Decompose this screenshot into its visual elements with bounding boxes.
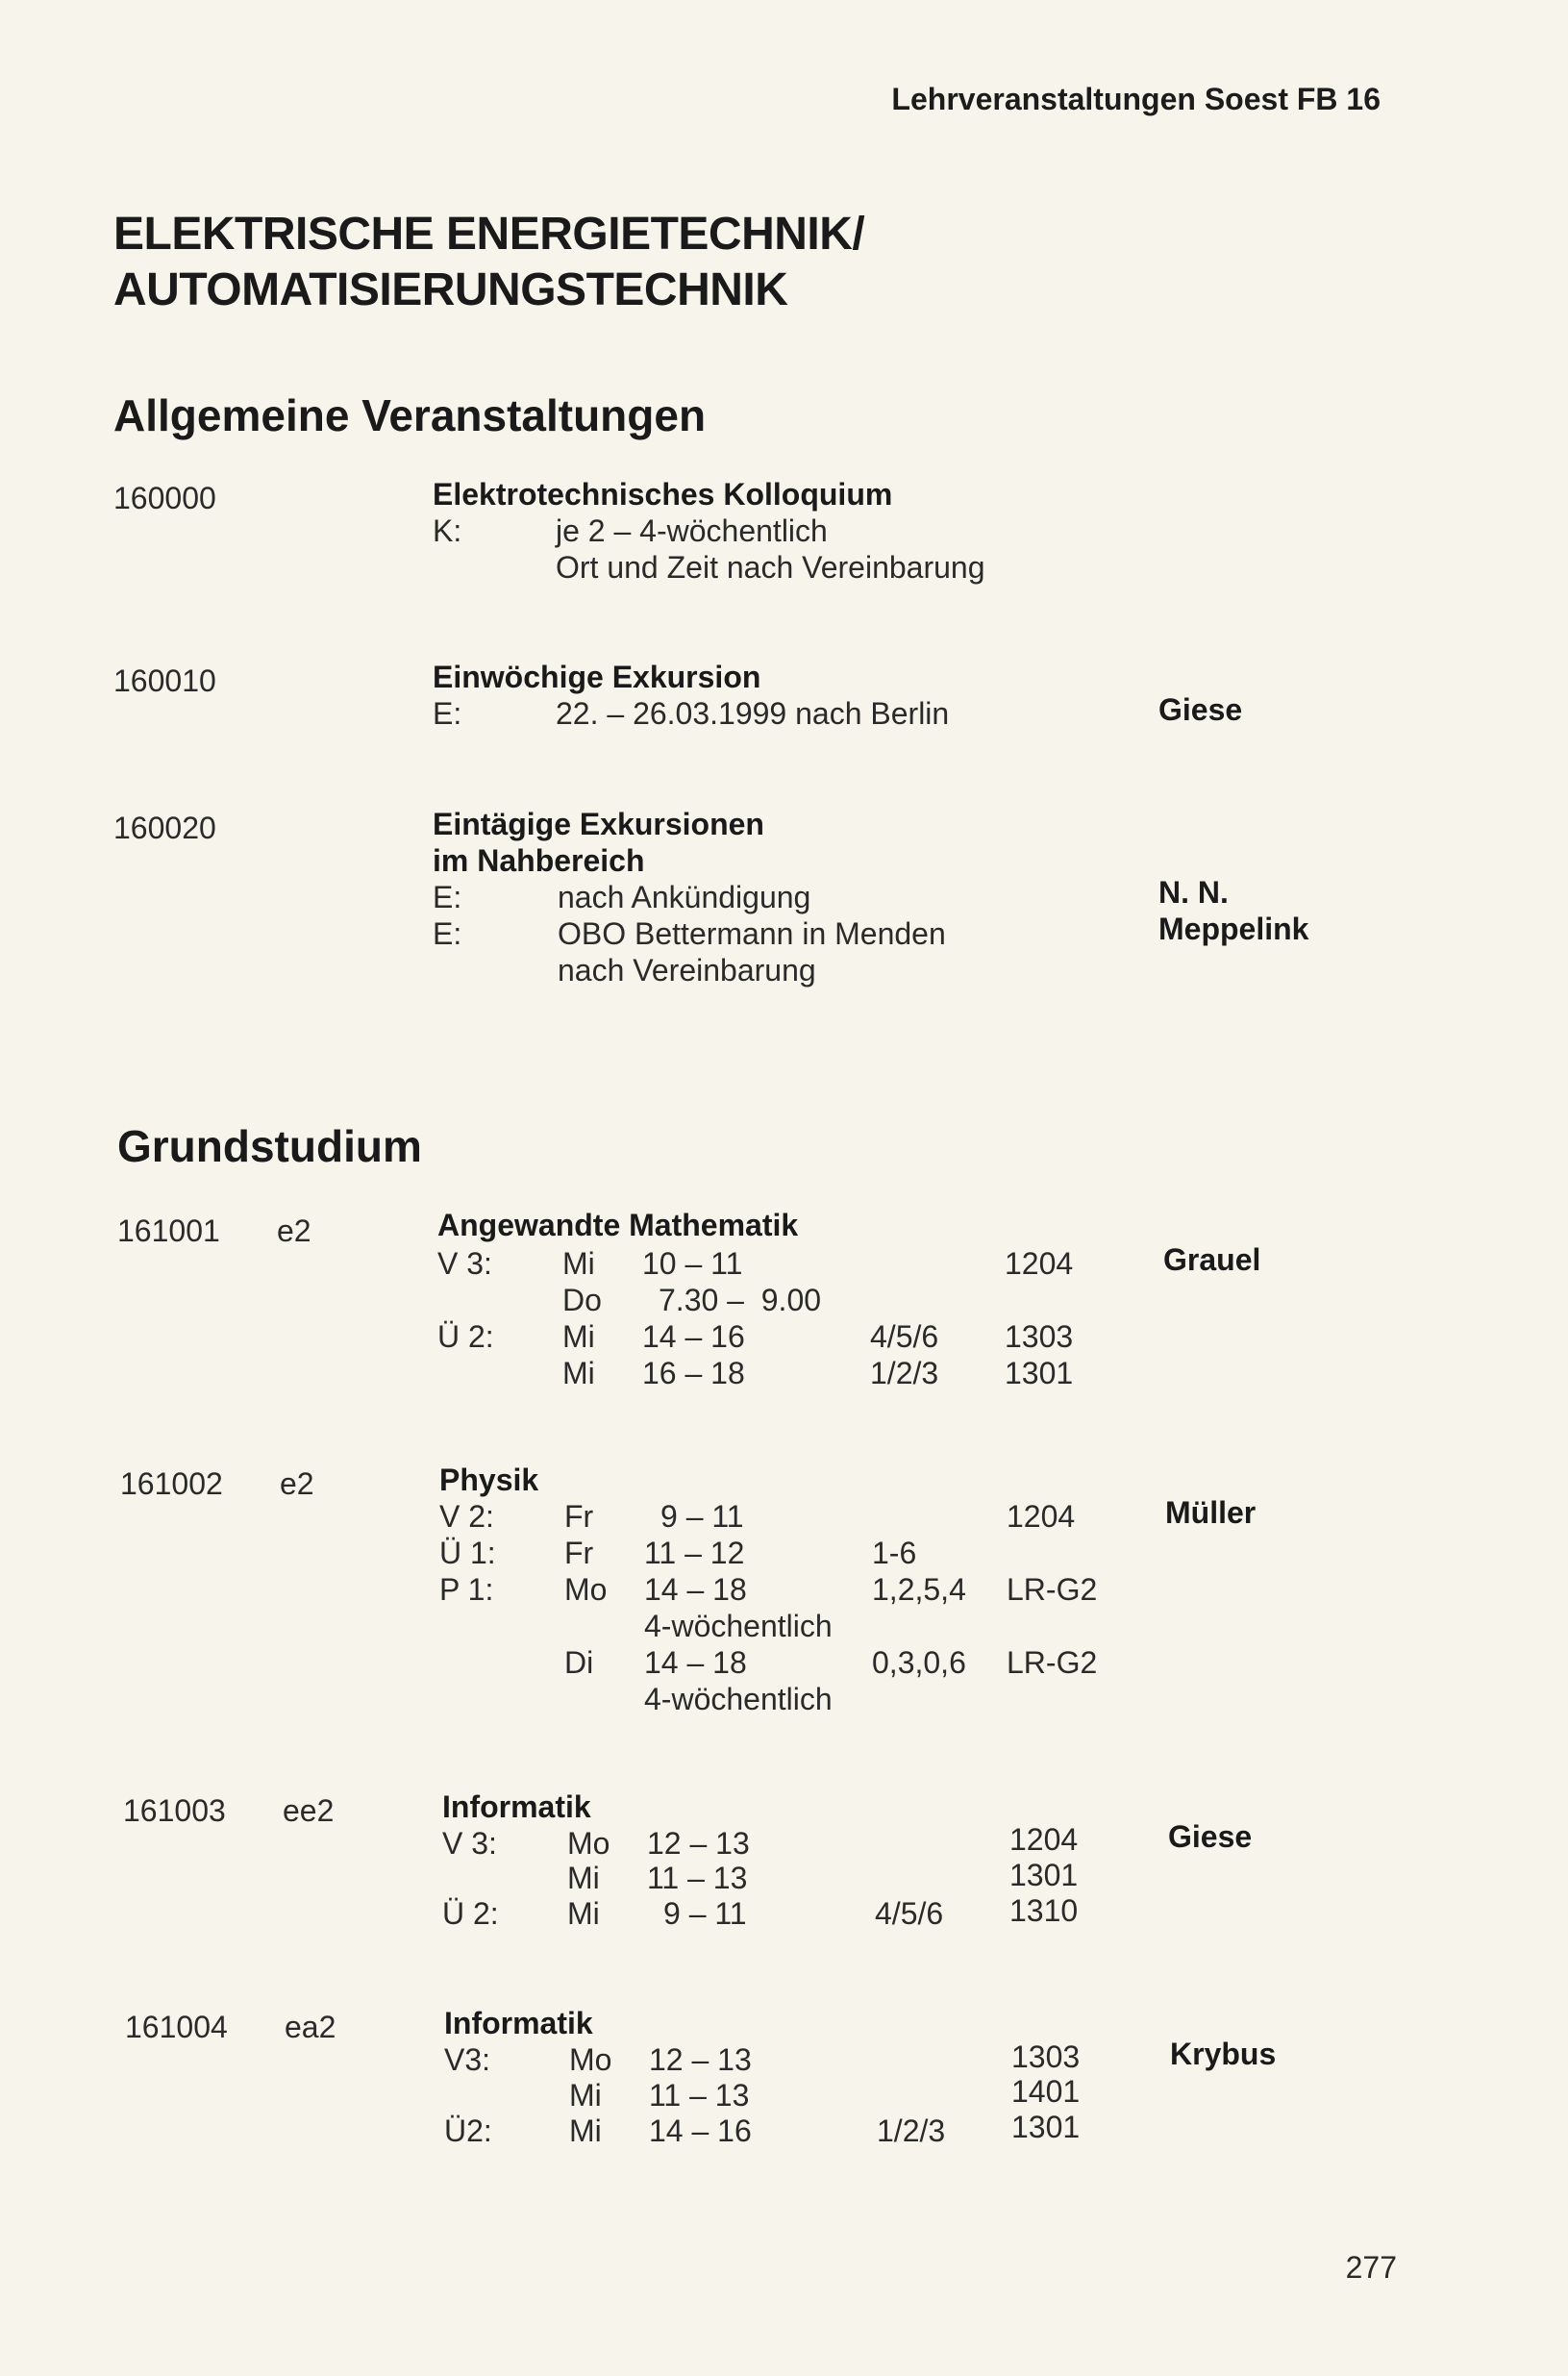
session-label: V 3: xyxy=(442,1826,497,1861)
title-line-1: ELEKTRISCHE ENERGIETECHNIK/ xyxy=(113,209,865,260)
session-time: 14 – 18 xyxy=(644,1572,747,1607)
session-room: 1310 xyxy=(1009,1893,1079,1928)
session-group: 1/2/3 xyxy=(870,1356,939,1390)
session-time: 10 – 11 xyxy=(642,1246,743,1281)
schedule-text: nach Vereinbarung xyxy=(558,953,816,988)
session-group: 1/2/3 xyxy=(877,2113,946,2148)
session-room: 1401 xyxy=(1011,2074,1081,2109)
lecturer: Meppelink xyxy=(1158,912,1309,946)
session-group: 1,2,5,4 xyxy=(872,1572,966,1607)
course-title: Eintägige Exkursionen xyxy=(433,807,764,841)
running-header: Lehrveranstaltungen Soest FB 16 xyxy=(891,82,1381,116)
session-room: 1301 xyxy=(1005,1356,1074,1390)
lecturer: Giese xyxy=(1158,692,1243,727)
session-label: Ü 2: xyxy=(442,1896,499,1931)
title-line-2: AUTOMATISIERUNGSTECHNIK xyxy=(113,264,788,315)
session-note: 4-wöchentlich xyxy=(644,1609,833,1643)
session-day: Fr xyxy=(564,1536,594,1570)
course-title: Elektrotechnisches Kolloquium xyxy=(433,477,893,512)
session-day: Do xyxy=(562,1283,602,1317)
lecturer: Grauel xyxy=(1163,1242,1261,1277)
course-title: Informatik xyxy=(442,1789,591,1824)
session-label: V3: xyxy=(444,2042,491,2077)
schedule-text: je 2 – 4-wöchentlich xyxy=(556,513,828,548)
session-room: 1204 xyxy=(1005,1246,1074,1281)
session-room: 1303 xyxy=(1005,1319,1074,1354)
session-label: V 3: xyxy=(437,1246,492,1281)
session-day: Mo xyxy=(567,1826,610,1861)
course-code: 161004 xyxy=(125,2010,228,2044)
session-room: 1301 xyxy=(1009,1858,1079,1892)
session-time: 7.30 – 9.00 xyxy=(659,1283,822,1317)
session-room: 1301 xyxy=(1011,2110,1081,2144)
course-code: 161003 xyxy=(123,1793,226,1828)
session-label: V 2: xyxy=(439,1499,494,1534)
session-note: 4-wöchentlich xyxy=(644,1682,833,1716)
course-title: Einwöchige Exkursion xyxy=(433,660,761,694)
session-day: Mi xyxy=(567,1896,600,1931)
page-title xyxy=(113,207,864,318)
schedule-text: nach Ankündigung xyxy=(558,880,811,914)
session-room: 1303 xyxy=(1011,2039,1081,2074)
session-room: LR-G2 xyxy=(1007,1645,1098,1680)
section-heading-allgemein: Allgemeine Veranstaltungen xyxy=(113,390,707,440)
lecturer: N. N. xyxy=(1158,875,1229,910)
course-title: Physik xyxy=(439,1463,539,1497)
lecturer: Krybus xyxy=(1170,2037,1277,2071)
lecturer: Giese xyxy=(1168,1819,1253,1854)
schedule-text: 22. – 26.03.1999 nach Berlin xyxy=(556,696,950,731)
session-day: Mi xyxy=(567,1861,600,1895)
course-code: 160000 xyxy=(113,481,216,515)
session-time: 14 – 16 xyxy=(649,2113,752,2148)
course-type: e2 xyxy=(280,1466,314,1501)
session-label: Ü2: xyxy=(444,2113,492,2148)
type-label: K: xyxy=(433,513,462,548)
type-label: E: xyxy=(433,916,462,951)
session-time: 11 – 12 xyxy=(644,1536,745,1570)
session-room: 1204 xyxy=(1007,1499,1076,1534)
session-day: Mo xyxy=(564,1572,608,1607)
session-day: Mi xyxy=(562,1319,595,1354)
course-code: 161001 xyxy=(117,1213,220,1248)
schedule-text: OBO Bettermann in Menden xyxy=(558,916,946,951)
session-label: Ü 1: xyxy=(439,1536,496,1570)
session-label: P 1: xyxy=(439,1572,494,1607)
session-day: Mi xyxy=(562,1356,595,1390)
course-title: im Nahbereich xyxy=(433,843,645,878)
session-group: 1-6 xyxy=(872,1536,917,1570)
course-type: ea2 xyxy=(285,2010,336,2044)
session-time: 9 – 11 xyxy=(663,1896,747,1931)
course-code: 160010 xyxy=(113,663,216,698)
session-room: LR-G2 xyxy=(1007,1572,1098,1607)
session-time: 14 – 16 xyxy=(642,1319,745,1354)
session-time: 16 – 18 xyxy=(642,1356,745,1390)
session-time: 12 – 13 xyxy=(647,1826,750,1861)
session-day: Mi xyxy=(569,2113,602,2148)
session-group: 0,3,0,6 xyxy=(872,1645,966,1680)
course-title: Angewandte Mathematik xyxy=(437,1208,799,1242)
session-room: 1204 xyxy=(1009,1822,1079,1857)
session-day: Mo xyxy=(569,2042,612,2077)
page-number: 277 xyxy=(1345,2250,1397,2285)
session-time: 9 – 11 xyxy=(660,1499,744,1534)
session-time: 14 – 18 xyxy=(644,1645,747,1680)
type-label: E: xyxy=(433,696,462,731)
course-type: e2 xyxy=(277,1213,311,1248)
session-day: Mi xyxy=(569,2078,602,2113)
session-day: Fr xyxy=(564,1499,594,1534)
session-time: 11 – 13 xyxy=(649,2078,750,2113)
section-heading-grundstudium: Grundstudium xyxy=(117,1121,422,1171)
session-day: Di xyxy=(564,1645,594,1680)
type-label: E: xyxy=(433,880,462,914)
session-time: 11 – 13 xyxy=(647,1861,748,1895)
course-type: ee2 xyxy=(283,1793,335,1828)
course-title: Informatik xyxy=(444,2006,593,2040)
lecturer: Müller xyxy=(1165,1495,1257,1530)
course-code: 161002 xyxy=(120,1466,223,1501)
course-code: 160020 xyxy=(113,811,216,845)
session-group: 4/5/6 xyxy=(875,1896,944,1931)
session-time: 12 – 13 xyxy=(649,2042,752,2077)
session-label: Ü 2: xyxy=(437,1319,494,1354)
session-day: Mi xyxy=(562,1246,595,1281)
session-group: 4/5/6 xyxy=(870,1319,939,1354)
schedule-text: Ort und Zeit nach Vereinbarung xyxy=(556,550,985,585)
